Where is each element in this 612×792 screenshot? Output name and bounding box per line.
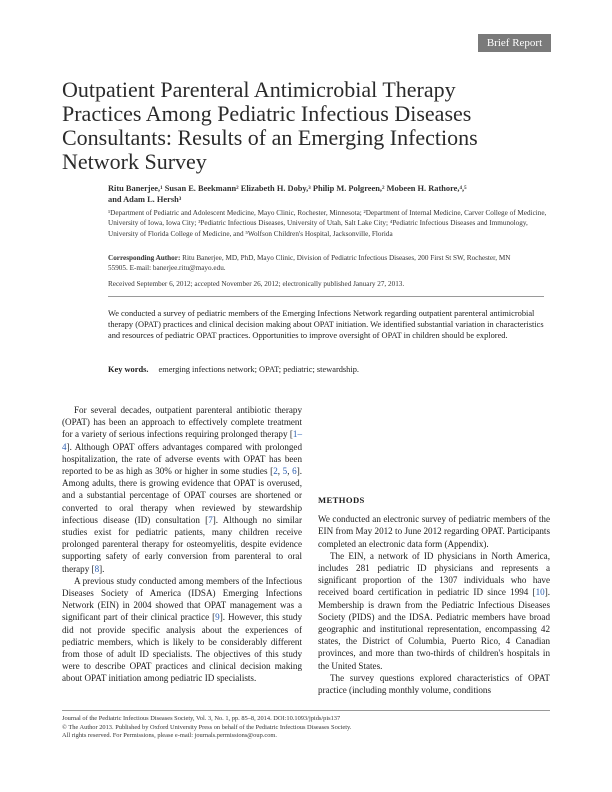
paragraph-methods: We conducted an electronic survey of pediatric members of the EIN from May 2012 to June 2012 regarding OPAT. Participants completed an electronic data form (Appendix). [318,514,550,549]
header-divider [108,296,544,297]
citation-link[interactable]: 7 [208,514,213,525]
citation-link[interactable]: 1–4 [62,429,302,452]
affiliations: ¹Department of Pediatric and Adolescent Medicine, Mayo Clinic, Rochester, Minnesota; ²Department of Internal Medicine, Carver College of Medicine, University of Iowa, Iowa City; ³Pediatric Infectious Diseases, University of Utah, Salt Lake City; ⁴Pediatric Infectious Diseases and Immunology, University of Florida College of Medicine, and ⁵Wolfson Children's Hospital, Jacksonville, Florida [108,209,547,238]
corresponding-label: Corresponding Author: [108,254,181,262]
footer-divider [62,710,550,711]
keywords-text: emerging infections network; OPAT; pediatric; stewardship. [158,365,359,374]
footer-citation: Journal of the Pediatric Infectious Diseases Society, Vol. 3, No. 1, pp. 85–8, 2014. DOI:10.1093/jpids/pis137 [62,715,341,722]
keywords [108,364,528,375]
citation-link[interactable]: 10 [535,587,545,598]
author-list [108,183,528,205]
journal-footer [62,715,552,741]
body-column-left [62,404,302,685]
citation-link[interactable]: 8 [94,563,100,574]
citation-link[interactable]: 5 [282,466,288,477]
keywords-label: Key words. [108,365,149,374]
corresponding-text: Ritu Banerjee, MD, PhD, Mayo Clinic, Division of Pediatric Infectious Diseases, 200 First St SW, Rochester, MN 55905. E-mail: banerjee.ritu@mayo.edu. [108,254,511,273]
methods-column [318,480,550,696]
received-dates: Received September 6, 2012; accepted November 26, 2012; electronically published January 27, 2013. [108,280,405,288]
corresponding-author [108,253,528,274]
article-title: Outpatient Parenteral Antimicrobial Therapy Practices Among Pediatric Infectious Diseases Consultants: Results of an Emerging Infections Network Survey [62,77,478,174]
author-line-1: Ritu Banerjee,¹ Susan E. Beekmann² Elizabeth H. Doby,³ Philip M. Polgreen,² Mobeen H. Rathore,⁴,⁵ [108,184,467,193]
citation-link[interactable]: 9 [215,612,220,623]
paragraph-intro: For several decades, outpatient parenteral antibiotic therapy (OPAT) has been an approach to effectively complete treatment for a variety of serious infections requiring prolonged therapy [1–4]. Although OPAT offers advantages compared with prolonged hospitalization, the rate of adverse events with OPAT has been reported to be as high as 30% or higher in some studies [2, 5, 6]. Among adults, there is growing evidence that OPAT is overused, and a substantial percentage of OPAT courses are shortened or converted to oral therapy when reviewed by stewardship infectious disease (ID) consultation [7]. Although no similar studies exist for pediatric patients, many children receive prolonged parenteral therapy for osteomyelitis, despite evidence supporting safety of early conversion from parenteral to oral therapy [8]. [62,405,303,574]
article-type-badge: Brief Report [478,34,551,52]
citation-link[interactable]: 6 [292,466,297,477]
section-heading-methods: METHODS [318,495,365,505]
author-line-2: and Adam L. Hersh³ [108,195,182,204]
footer-copyright: © The Author 2013. Published by Oxford University Press on behalf of the Pediatric Infectious Diseases Society. [62,723,352,731]
citation-link[interactable]: 2 [273,466,278,477]
footer-permissions: All rights reserved. For Permissions, please e-mail: journals.permissions@oup.com. [62,732,277,740]
abstract: We conducted a survey of pediatric members of the Emerging Infections Network regarding outpatient parenteral antimicrobial therapy (OPAT) practices and clinical decision making about OPAT initiation. We identified substantial variation in characteristics and resources of pediatric OPAT practices. Opportunities to improve oversight of OPAT in children should be explored. [108,309,544,340]
paragraph-previous-study: A previous study conducted among members of the Infectious Diseases Society of America (IDSA) Emerging Infections Network (EIN) in 2004 showed that OPAT management was a significant part of their clinical practice [9]. However, this study did not provide specific analysis about the experiences of pediatric members, which is likely to be considerably different from those of adult ID specialists. The objectives of this study were to describe OPAT practices and clinical decision making about OPAT initiation among pediatric ID specialists. [62,575,302,684]
paragraph-ein: The EIN, a network of ID physicians in North America, includes 281 pediatric ID physicians and represents a significant proportion of the 1307 individuals who have received board certification in pediatric ID since 1994 [10]. Membership is drawn from the Pediatric Infectious Diseases Society (PIDS) and the IDSA. Pediatric members have broad geographic and institutional representation, encompassing 42 states, the District of Columbia, Puerto Rico, 4 Canadian provinces, and more than two-thirds of children's hospitals in the United States. [318,550,550,671]
paragraph-survey: The survey questions explored characteristics of OPAT practice (including monthly volume, conditions [318,672,550,696]
